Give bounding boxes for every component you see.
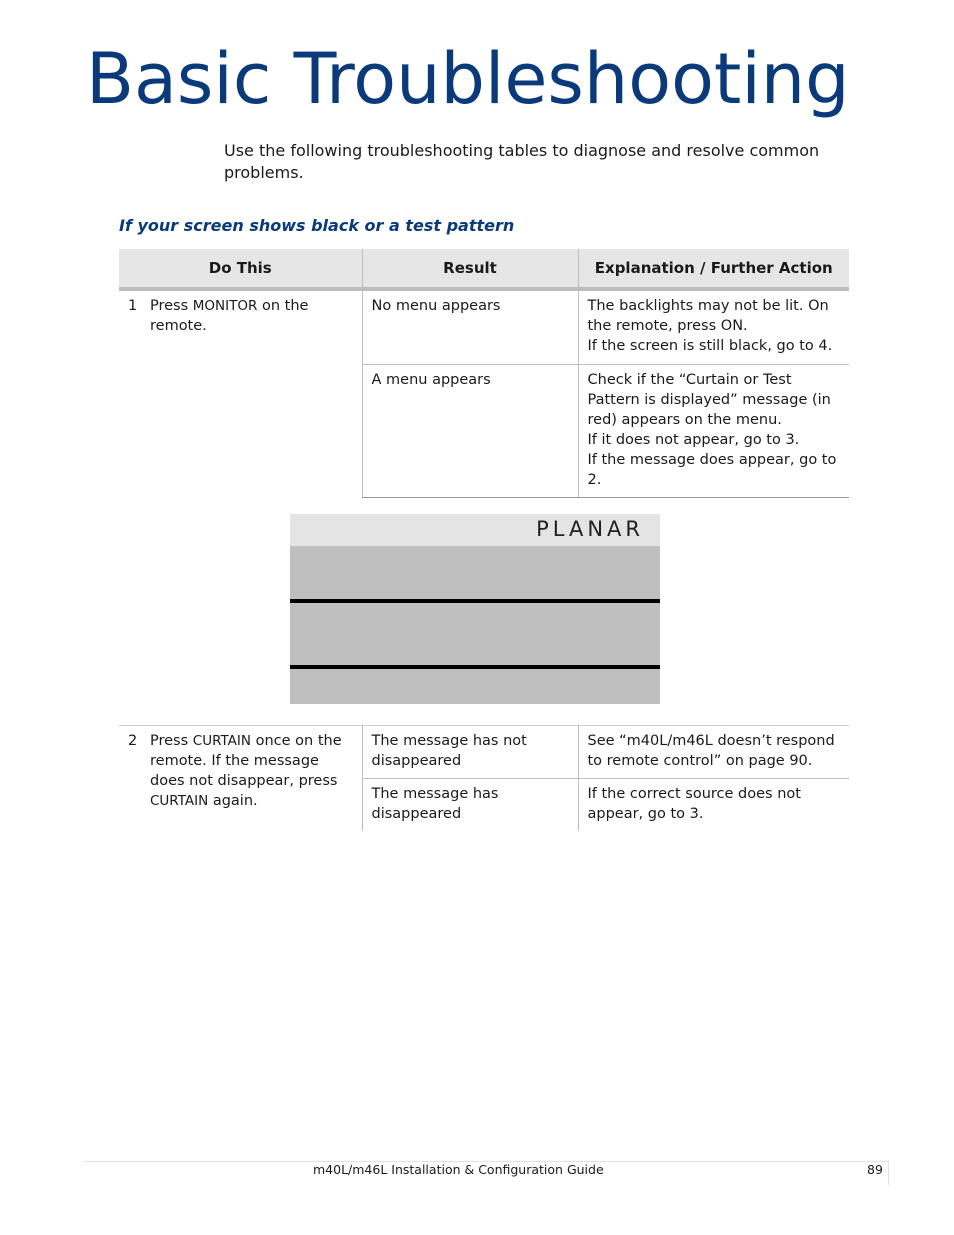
osd-menu-illustration — [290, 514, 660, 704]
table-row — [119, 726, 849, 779]
osd-header-bar — [290, 514, 660, 546]
header-explanation: Explanation / Further Action — [578, 249, 849, 289]
troubleshooting-table-2 — [119, 725, 849, 831]
step-2-text: Press CURTAIN once on the remote. If the message does not disappear, press CURTAIN again. — [150, 733, 342, 809]
step-number: 2 — [128, 733, 138, 749]
explanation-cell: Check if the “Curtain or Test Pattern is displayed” message (in red) appears on the menu. If it does not appear, go to 3. If the message does appear, go to 2. — [578, 365, 849, 498]
result-cell: No menu appears — [362, 289, 578, 365]
monitor-key-label: MONITOR — [192, 298, 258, 314]
page-title: Basic Troubleshooting — [86, 38, 850, 120]
planar-logo: PLANAR — [536, 517, 644, 541]
curtain-key-label: CURTAIN — [150, 793, 209, 809]
table-header-row — [119, 249, 849, 289]
explanation-cell: See “m40L/m46L doesn’t respond to remote control” on page 90. — [578, 726, 849, 779]
step-1-cell — [119, 289, 362, 498]
header-do-this: Do This — [119, 249, 362, 289]
footer-guide-title: m40L/m46L Installation & Configuration Guide — [313, 1162, 604, 1177]
intro-paragraph: Use the following troubleshooting tables to diagnose and resolve common problems. — [224, 141, 820, 182]
table-row — [119, 289, 849, 365]
header-result: Result — [362, 249, 578, 289]
page-number: 89 — [867, 1162, 883, 1177]
section-heading: If your screen shows black or a test pattern — [119, 216, 515, 235]
footer-divider — [888, 1161, 889, 1185]
step-2-cell — [119, 726, 362, 832]
step-number: 1 — [128, 298, 138, 314]
result-cell: A menu appears — [362, 365, 578, 498]
osd-divider — [290, 665, 660, 669]
result-cell: The message has disappeared — [362, 779, 578, 832]
step-1-text: Press MONITOR on the remote. — [150, 298, 309, 334]
osd-divider — [290, 599, 660, 603]
curtain-key-label: CURTAIN — [192, 733, 251, 749]
explanation-cell: The backlights may not be lit. On the remote, press ON. If the screen is still black, go to 4. — [578, 289, 849, 365]
result-cell: The message has not disappeared — [362, 726, 578, 779]
troubleshooting-table-1 — [119, 249, 849, 498]
explanation-cell: If the correct source does not appear, go to 3. — [578, 779, 849, 832]
